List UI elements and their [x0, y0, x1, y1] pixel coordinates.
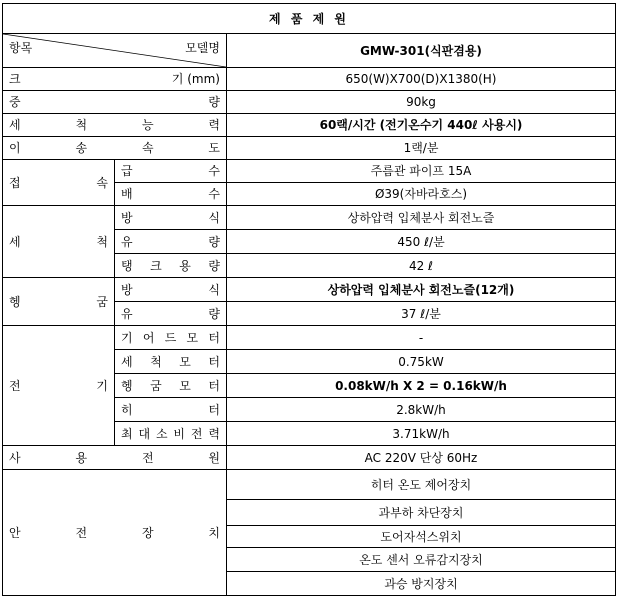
label-char: 접: [9, 175, 21, 190]
table-row: [3, 206, 616, 230]
label-char: 세: [121, 354, 133, 369]
safety-item: 과승 방지장치: [227, 572, 616, 596]
supply-value: 주름관 파이프 15A: [227, 160, 616, 183]
safety-item: 히터 온도 제어장치: [227, 470, 616, 500]
label-char: 용: [179, 258, 191, 273]
label-char: 모: [179, 378, 191, 393]
speed-value: 1랙/분: [227, 137, 616, 160]
safety-item: 온도 센서 오류감지장치: [227, 548, 616, 572]
label-char: 사: [9, 450, 21, 465]
label-char: 터: [208, 402, 220, 417]
label-char: 중: [9, 95, 21, 109]
sub-label-geared-motor: [115, 332, 226, 344]
sub-label-rinse-motor: [115, 380, 226, 392]
table-row: [3, 137, 616, 160]
rinse-method-value: 상하압력 입체분사 회전노즐(12개): [227, 278, 616, 302]
model-label: 모델명: [185, 41, 220, 55]
label-char: 모: [179, 354, 191, 369]
label-char: 방: [121, 282, 133, 297]
label-char: 송: [75, 141, 88, 155]
label-char: 헹: [9, 294, 21, 309]
table-row: [3, 160, 616, 183]
label-char: 식: [208, 210, 220, 225]
label-char: 방: [121, 210, 133, 225]
label-char: 척: [75, 118, 88, 132]
model-value: GMW-301(식판겸용): [227, 34, 616, 68]
max-power-value: 3.71kW/h: [227, 422, 616, 446]
label-char: 도: [208, 141, 220, 155]
sub-label-rinse-flow: [115, 308, 226, 320]
group-label-wash: [3, 236, 114, 248]
geared-motor-value: -: [227, 326, 616, 350]
label-char: 용: [75, 450, 88, 465]
capacity-value: 60랙/시간 (전기온수기 440ℓ 사용시): [227, 114, 616, 137]
sub-label-rinse-method: [115, 284, 226, 296]
label-char: 량: [208, 258, 220, 273]
sub-label-wash-motor: [115, 356, 226, 368]
row-label-weight: [3, 96, 226, 108]
wash-method-value: 상하압력 입체분사 회전노즐: [227, 206, 616, 230]
label-char: 원: [208, 450, 220, 465]
row-label-safety: [3, 527, 226, 539]
label-char: 식: [208, 282, 220, 297]
weight-value: 90kg: [227, 91, 616, 114]
label-char: 속: [96, 175, 108, 190]
label-char: 능: [141, 118, 154, 132]
label-char: 력: [208, 118, 220, 132]
label-char: 터: [208, 378, 220, 393]
label-char: 크: [150, 258, 162, 273]
sub-label-max-power: [115, 428, 226, 440]
table-row: [3, 114, 616, 137]
label-char: 량: [208, 234, 220, 249]
label-char: 이: [9, 141, 21, 155]
label-char: 유: [121, 234, 133, 249]
sub-label-tank-capacity: [115, 260, 226, 272]
label-char: 크: [9, 72, 21, 86]
sub-label-drain: [115, 188, 226, 200]
row-label-speed: [3, 142, 226, 154]
row-label-capacity: [3, 119, 226, 131]
label-char: 기: [96, 378, 108, 393]
label-char: 헹: [121, 378, 133, 393]
label-char: 대: [138, 426, 151, 441]
label-char: 유: [121, 306, 133, 321]
label-char: 전: [190, 426, 203, 441]
label-char: 량: [208, 95, 220, 109]
drain-value: Ø39(자바라호스): [227, 183, 616, 206]
label-char: 전: [141, 450, 154, 465]
label-char: 전: [75, 525, 88, 540]
label-char: 모: [186, 330, 199, 345]
table-row: [3, 68, 616, 91]
label-char: 최: [121, 426, 133, 441]
label-char: 굼: [150, 378, 162, 393]
table-row: [3, 326, 616, 350]
wash-motor-value: 0.75kW: [227, 350, 616, 374]
header-diagonal-cell: [3, 34, 227, 68]
heater-value: 2.8kW/h: [227, 398, 616, 422]
label-char: 드: [164, 330, 177, 345]
group-label-rinse: [3, 296, 114, 308]
table-row: [3, 446, 616, 470]
label-char: 소: [155, 426, 168, 441]
label-char: 탱: [121, 258, 133, 273]
label-char: 비: [173, 426, 185, 441]
table-title: 제 품 제 원: [3, 4, 616, 34]
size-value: 650(W)X700(D)X1380(H): [227, 68, 616, 91]
label-char: 치: [208, 525, 220, 540]
label-char: 세: [9, 118, 21, 132]
label-char: 세: [9, 234, 21, 249]
label-char: 기: [121, 330, 133, 345]
spec-table: [2, 3, 616, 596]
label-char: 안: [9, 525, 21, 540]
label-char: 굼: [96, 294, 108, 309]
label-char: 히: [121, 402, 133, 417]
power-value: AC 220V 단상 60Hz: [227, 446, 616, 470]
rinse-flow-value: 37 ℓ/분: [227, 302, 616, 326]
label-char: 량: [208, 306, 220, 321]
item-label: 항목: [9, 41, 33, 55]
safety-item: 과부하 차단장치: [227, 500, 616, 526]
label-char: 터: [208, 354, 220, 369]
table-row: [3, 278, 616, 302]
row-label-size: [3, 73, 226, 85]
group-label-connection: [3, 177, 114, 189]
sub-label-supply: [115, 165, 226, 177]
label-char: 전: [9, 378, 21, 393]
sub-label-heater: [115, 404, 226, 416]
label-char: 척: [150, 354, 162, 369]
label-char: 터: [208, 330, 220, 345]
label-char: 수: [208, 164, 220, 178]
wash-flow-value: 450 ℓ/분: [227, 230, 616, 254]
tank-capacity-value: 42 ℓ: [227, 254, 616, 278]
label-char: 어: [142, 330, 155, 345]
safety-item: 도어자석스위치: [227, 526, 616, 548]
label-char: 척: [96, 234, 108, 249]
table-row: [3, 91, 616, 114]
label-char: 수: [208, 187, 220, 201]
group-label-electric: [3, 380, 114, 392]
sub-label-wash-flow: [115, 236, 226, 248]
table-row: [3, 470, 616, 500]
label-char: 배: [121, 187, 133, 201]
label-char: 력: [208, 426, 220, 441]
label-char: 기 (mm): [171, 72, 220, 86]
sub-label-wash-method: [115, 212, 226, 224]
label-char: 장: [141, 525, 154, 540]
rinse-motor-value: 0.08kW/h X 2 = 0.16kW/h: [227, 374, 616, 398]
label-char: 속: [141, 141, 154, 155]
label-char: 급: [121, 164, 133, 178]
row-label-power: [3, 452, 226, 464]
